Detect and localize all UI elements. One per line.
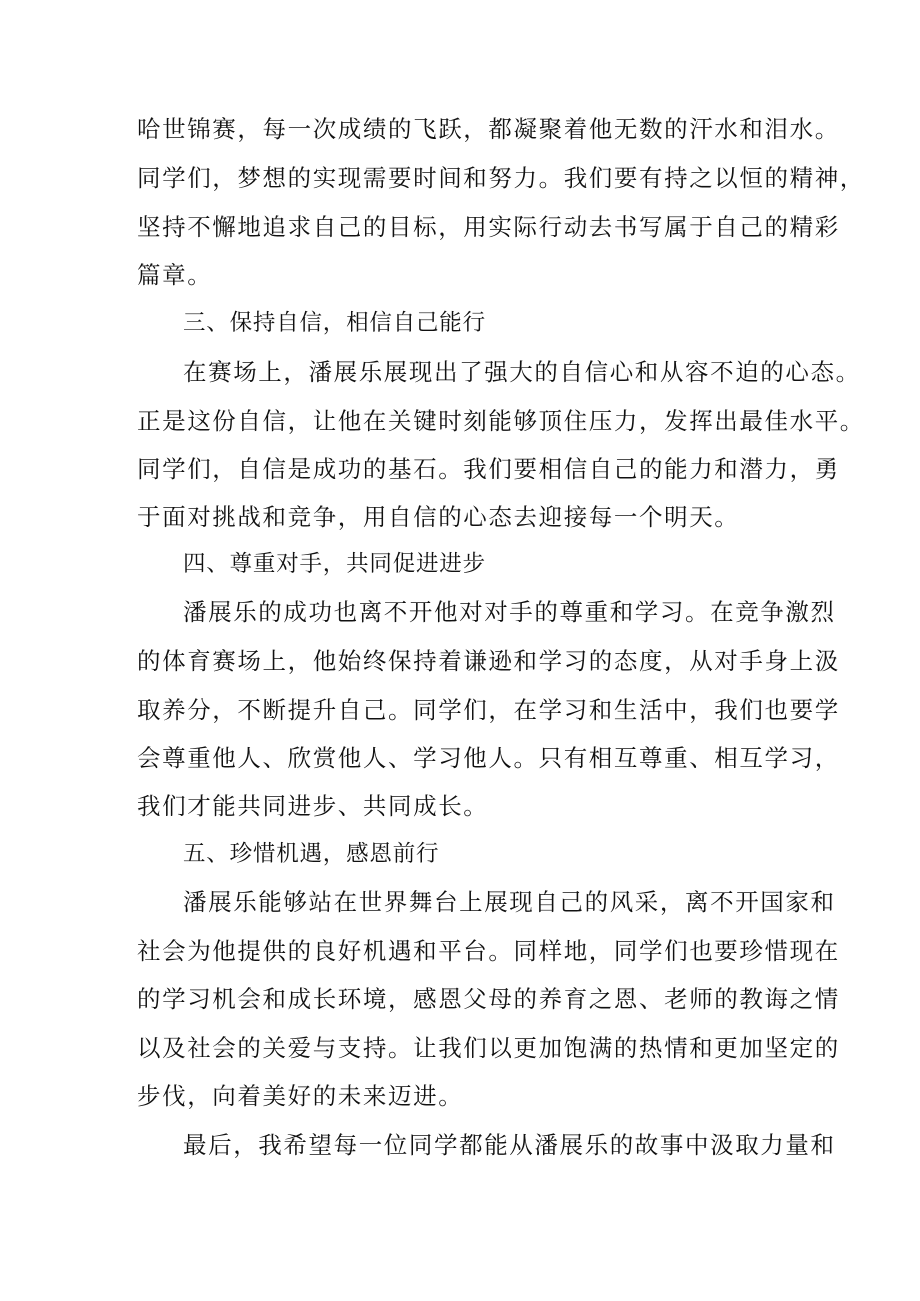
section-heading-5: 五、珍惜机遇，感恩前行 [183, 841, 440, 867]
body-text-line: 我们才能共同进步、共同成长。 [137, 792, 489, 820]
body-text-line: 的学习机会和成长环境，感恩父母的养育之恩、老师的教诲之情 [137, 985, 840, 1013]
body-text-line: 的体育赛场上，他始终保持着谦逊和学习的态度，从对手身上汲 [137, 647, 840, 675]
section-heading-4: 四、尊重对手，共同促进进步 [183, 551, 486, 577]
body-text-line: 会尊重他人、欣赏他人、学习他人。只有相互尊重、相互学习， [137, 744, 840, 772]
paragraph-first-line: 在赛场上，潘展乐展现出了强大的自信心和从容不迫的心态。 [183, 358, 861, 386]
body-text-line: 以及社会的关爱与支持。让我们以更加饱满的热情和更加坚定的 [137, 1034, 840, 1062]
body-text-line: 正是这份自信，让他在关键时刻能够顶住压力，发挥出最佳水平。 [137, 407, 865, 435]
body-text-line: 取养分，不断提升自己。同学们，在学习和生活中，我们也要学 [137, 696, 840, 724]
paragraph-first-line: 潘展乐能够站在世界舞台上展现自己的风采，离不开国家和 [183, 888, 836, 916]
body-text-line: 哈世锦赛，每一次成绩的飞跃，都凝聚着他无数的汗水和泪水。 [137, 115, 840, 143]
body-text-line: 于面对挑战和竞争，用自信的心态去迎接每一个明天。 [137, 503, 740, 531]
body-text-line: 坚持不懈地追求自己的目标，用实际行动去书写属于自己的精彩 [137, 213, 840, 241]
section-heading-3: 三、保持自信，相信自己能行 [183, 310, 486, 336]
body-text-line: 社会为他提供的良好机遇和平台。同样地，同学们也要珍惜现在 [137, 937, 840, 965]
body-text-line: 同学们，梦想的实现需要时间和努力。我们要有持之以恒的精神， [137, 164, 865, 192]
paragraph-first-line: 最后，我希望每一位同学都能从潘展乐的故事中汲取力量和 [183, 1131, 836, 1159]
body-text-line: 步伐，向着美好的未来迈进。 [137, 1082, 464, 1110]
paragraph-first-line: 潘展乐的成功也离不开他对对手的尊重和学习。在竞争激烈 [183, 598, 836, 626]
body-text-line: 篇章。 [137, 261, 213, 289]
body-text-line: 同学们，自信是成功的基石。我们要相信自己的能力和潜力，勇 [137, 455, 840, 483]
